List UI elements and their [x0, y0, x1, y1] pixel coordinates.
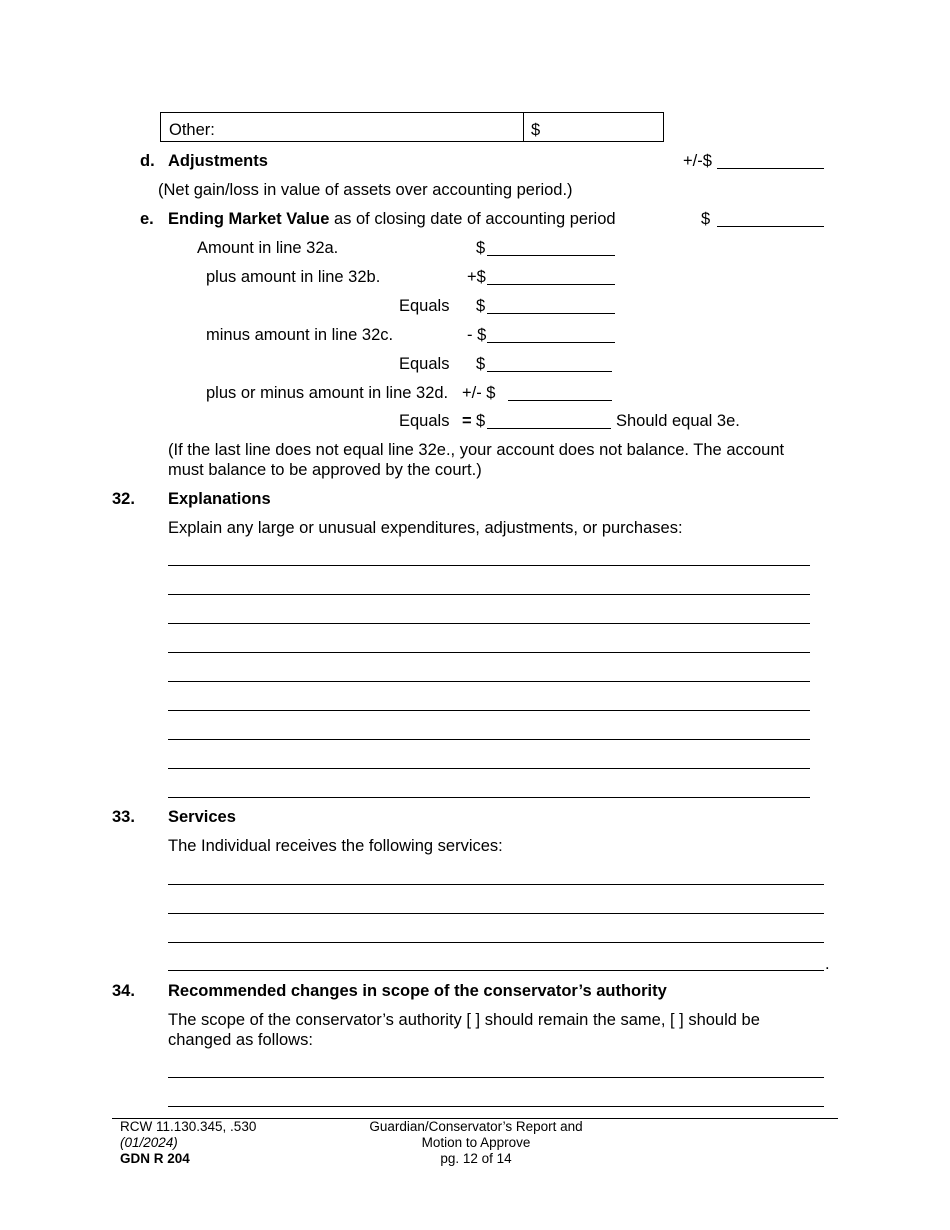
calc-row6-field[interactable]	[508, 400, 612, 401]
balance-note-line1: (If the last line does not equal line 32e., your account does not balance. The account	[168, 441, 785, 459]
calc-final-equals-sign: =	[462, 412, 472, 430]
calc-final-field[interactable]	[487, 428, 611, 429]
calc-equals2-label: Equals	[399, 355, 450, 373]
calc-equals2-field[interactable]	[487, 371, 612, 372]
footer-form-id: GDN R 204	[120, 1151, 190, 1166]
section-d-title: Adjustments	[168, 152, 268, 170]
section-33-number: 33.	[112, 808, 135, 826]
section-32-title: Explanations	[168, 490, 271, 508]
calc-row1-field[interactable]	[487, 255, 615, 256]
other-row-table	[160, 112, 664, 142]
calc-equals1-field[interactable]	[487, 313, 615, 314]
calc-final-equals-label: Equals	[399, 412, 450, 430]
scope-change-line-1[interactable]	[168, 1077, 824, 1078]
ending-value-prefix: $	[701, 210, 711, 228]
explanation-line-9[interactable]	[168, 797, 810, 798]
section-33-title: Services	[168, 808, 236, 826]
section-d-letter: d.	[140, 152, 155, 170]
services-line-3[interactable]	[168, 942, 824, 943]
other-label: Other:	[169, 121, 215, 139]
section-e-title: Ending Market Value	[168, 210, 330, 228]
explanation-line-6[interactable]	[168, 710, 810, 711]
section-33-prompt: The Individual receives the following services:	[168, 837, 503, 855]
adjustments-amount-field[interactable]	[717, 168, 824, 169]
calc-row4-prefix: - $	[467, 326, 487, 344]
scope-change-line-2[interactable]	[168, 1106, 824, 1107]
table-divider	[523, 113, 524, 141]
footer-rcw: RCW 11.130.345, .530	[120, 1119, 257, 1134]
calc-row4-field[interactable]	[487, 342, 615, 343]
balance-note-line2: must balance to be approved by the court.)	[168, 461, 482, 479]
explanation-line-7[interactable]	[168, 739, 810, 740]
explanation-line-3[interactable]	[168, 623, 810, 624]
ending-value-amount-field[interactable]	[717, 226, 824, 227]
calc-row1-label: Amount in line 32a.	[197, 239, 339, 257]
calc-row2-prefix: +$	[467, 268, 486, 286]
calc-equals2-prefix: $	[476, 355, 486, 373]
section-e-title-rest: as of closing date of accounting period	[333, 210, 616, 228]
footer-date: (01/2024)	[120, 1135, 178, 1150]
explanation-line-8[interactable]	[168, 768, 810, 769]
calc-row4-label: minus amount in line 32c.	[206, 326, 394, 344]
calc-final-prefix: $	[476, 412, 486, 430]
calc-final-note: Should equal 3e.	[616, 412, 740, 430]
services-line-4[interactable]	[168, 970, 824, 971]
section-34-prompt-line1: The scope of the conservator’s authority [ ] should remain the same, [ ] should be	[168, 1011, 760, 1029]
adjustments-note: (Net gain/loss in value of assets over accounting period.)	[158, 181, 573, 199]
section-e-heading	[168, 210, 616, 229]
services-line-2[interactable]	[168, 913, 824, 914]
calc-row6-prefix: +/- $	[462, 384, 496, 402]
services-end-mark: .	[825, 955, 830, 973]
services-line-1[interactable]	[168, 884, 824, 885]
section-32-number: 32.	[112, 490, 135, 508]
calc-row2-label: plus amount in line 32b.	[206, 268, 381, 286]
calc-equals1-prefix: $	[476, 297, 486, 315]
section-34-title: Recommended changes in scope of the conservator’s authority	[168, 982, 667, 1000]
footer-title-line2: Motion to Approve	[421, 1135, 531, 1150]
section-32-prompt: Explain any large or unusual expenditures, adjustments, or purchases:	[168, 519, 683, 537]
explanation-line-4[interactable]	[168, 652, 810, 653]
calc-equals1-label: Equals	[399, 297, 450, 315]
other-currency: $	[531, 121, 541, 139]
footer-page-number: pg. 12 of 14	[440, 1151, 512, 1166]
adjustments-prefix: +/-$	[683, 152, 712, 170]
explanation-line-5[interactable]	[168, 681, 810, 682]
section-e-letter: e.	[140, 210, 154, 228]
section-34-number: 34.	[112, 982, 135, 1000]
calc-row1-prefix: $	[476, 239, 486, 257]
calc-row2-field[interactable]	[487, 284, 615, 285]
explanation-line-2[interactable]	[168, 594, 810, 595]
section-34-prompt-line2: changed as follows:	[168, 1031, 313, 1049]
calc-row6-label: plus or minus amount in line 32d.	[206, 384, 449, 402]
explanation-line-1[interactable]	[168, 565, 810, 566]
footer-title-line1: Guardian/Conservator’s Report and	[369, 1119, 583, 1134]
